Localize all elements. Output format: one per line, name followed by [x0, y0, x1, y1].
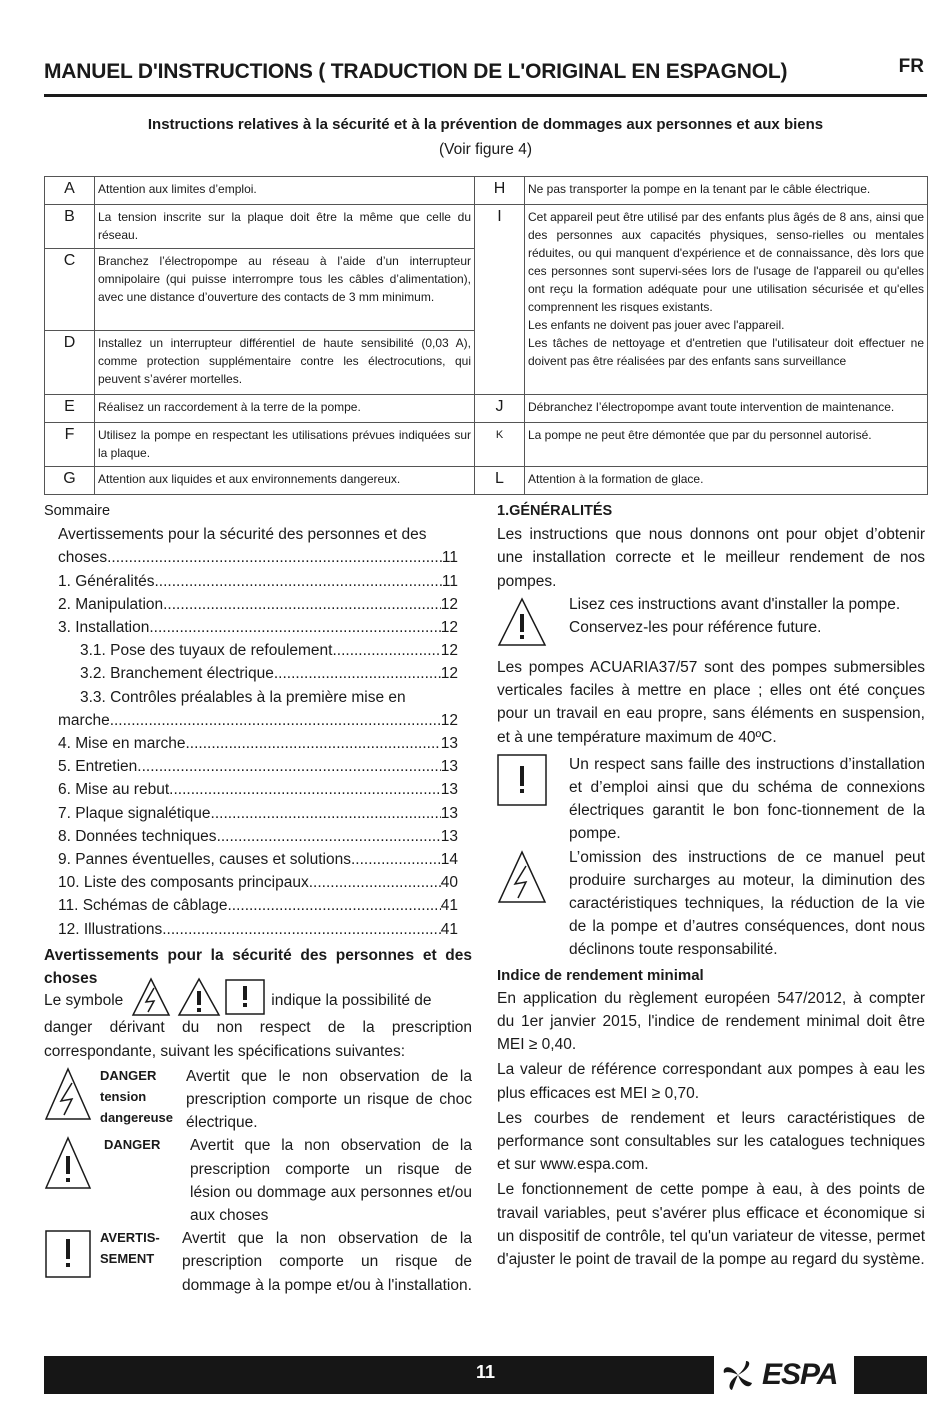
mei-paragraph: Les courbes de rendement et leurs caractéristiques de performance sont consultables sur les catalogues techniques et sur www.espa.com. [497, 1109, 925, 1174]
toc-item [58, 570, 458, 593]
toc-item-label: 1. Généralités [58, 572, 155, 590]
toc-item-page: 41 [440, 897, 458, 915]
row-text: Utilisez la pompe en respectant les utilisations prévues indiquées sur la plaque. [95, 423, 475, 467]
brand-logo [714, 1356, 854, 1394]
fan-icon [720, 1359, 756, 1396]
warning-note [497, 846, 925, 962]
toc-item-page: 13 [440, 758, 458, 776]
toc-first-line: Avertissements pour la sécurité des personnes et des [58, 526, 427, 544]
row-letter: F [45, 423, 95, 467]
toc-item-page: 13 [440, 827, 458, 845]
toc-leader [163, 593, 441, 616]
toc-leader [110, 709, 441, 732]
safety-title: Instructions relatives à la sécurité et à la prévention de dommages aux personnes et aux biens [147, 116, 824, 133]
row-letter: L [475, 467, 525, 495]
toc-leader [169, 778, 441, 801]
warnings-title: Avertissements pour la sécurité des personnes et des choses [44, 947, 472, 988]
warning-label: AVERTIS-SEMENT [100, 1230, 160, 1267]
generalites-title: 1.GÉNÉRALITÉS [497, 503, 613, 519]
toc-item-label: 11. Schémas de câblage [58, 897, 228, 915]
toc-item-label: 10. Liste des composants principaux [58, 874, 309, 892]
toc-leader [137, 755, 440, 778]
toc-title: Sommaire [44, 503, 111, 519]
row-letter: I [475, 205, 525, 395]
warning-note [497, 753, 925, 846]
toc-leader [162, 918, 441, 941]
mei-title: Indice de rendement minimal [497, 966, 704, 984]
toc-leader [107, 546, 442, 569]
toc-leader [351, 848, 441, 871]
generalites-intro: Les instructions que nous donnons ont pour objet d’obtenir une installation correcte et le meilleur rendement de nos pompes. [497, 526, 925, 590]
row-text: Cet appareil peut être utilisé par des enfants plus âgés de 8 ans, ainsi que des personnes aux capacités physiques, senso-rielles ou mentales réduites, ou qui manquent d'expérience et de connaissance, dès lors que ces personnes sont supervi-sées lors de l'usage de l'appareil ou qu'elles ont reçu la formation adéquate pour une utilisation sécurisée et qu'elles comprennent les risques existants. Les enfants ne doivent pas jouer avec l'appareil. Les tâches de nettoyage et d'entretien que l'utilisateur doit effectuer ne doivent pas être réalisées par des enfants sans surveillance [525, 205, 928, 395]
note-text: Conservez-les pour référence future. [569, 619, 822, 637]
toc-item-label: 12. Illustrations [58, 920, 163, 938]
toc-item-label: 4. Mise en marche [58, 735, 186, 753]
electric-triangle-icon [497, 846, 547, 962]
toc-item [58, 894, 458, 917]
exclamation-square-icon [44, 1227, 92, 1297]
note-text: L’omission des instructions de ce manuel peut produire surcharges au moteur, la diminution des caractéristiques techniques, la réduction de la vie de la pompe et d’autres conséquences, dont nous déclinons toute responsabilité. [569, 848, 925, 959]
toc-item-page: 14 [440, 851, 458, 869]
row-letter: B [45, 205, 95, 249]
warning-item [44, 1134, 472, 1227]
table-row [45, 205, 928, 249]
toc-item [58, 616, 458, 639]
warning-text: Avertit que le non observation de la prescription comporte un risque de choc électrique. [186, 1067, 472, 1132]
toc-leader [332, 639, 440, 662]
toc-item-label: marche [58, 711, 110, 729]
toc-leader [211, 802, 441, 825]
toc-item-label: 8. Données techniques [58, 827, 217, 845]
symbol-suffix: indique la possibilité de [271, 991, 432, 1009]
row-letter: E [45, 395, 95, 423]
toc-item-page: 12 [440, 619, 458, 637]
toc-leader [155, 570, 442, 593]
toc-item [58, 662, 458, 685]
toc-leader [217, 825, 441, 848]
toc-leader [309, 871, 441, 894]
exclamation-triangle-icon [44, 1134, 92, 1227]
toc-item-label: 5. Entretien [58, 758, 138, 776]
warning-item [44, 1065, 472, 1135]
symbol-explanation: danger dérivant du non respect de la prescription correspondante, suivant les spécifications suivantes: [44, 1019, 472, 1060]
note-text: Un respect sans faille des instructions d’installation et d’emploi ainsi que du schéma de connexions électriques garantit le bon fonc-tionnement de la pompe. [569, 755, 925, 843]
document-title: MANUEL D'INSTRUCTIONS ( TRADUCTION DE L'ORIGINAL EN ESPAGNOL) [44, 60, 788, 83]
row-letter: D [45, 331, 95, 395]
toc-item-label: 3. Installation [58, 619, 150, 637]
toc-leader [227, 894, 440, 917]
row-text: Débranchez l’électropompe avant toute intervention de maintenance. [525, 395, 928, 423]
warning-label: DANGER [104, 1137, 161, 1153]
toc-item-label: 3.2. Branchement électrique [80, 665, 274, 683]
brand-name: ESPA [762, 1358, 838, 1391]
row-letter: J [475, 395, 525, 423]
page-number: 11 [475, 1362, 496, 1382]
product-description: Les pompes ACUARIA37/57 sont des pompes submersibles verticales faciles à mettre en place ; elles ont été conçues pour un travail en eau propre, sans éléments en suspension, et à une température maximum de 40ºC. [497, 659, 925, 746]
toc-item [58, 825, 458, 848]
generalites-section [497, 500, 925, 1271]
toc-item-page: 13 [440, 735, 458, 753]
toc-item-label: 9. Pannes éventuelles, causes et solutions [58, 851, 351, 869]
mei-paragraph: La valeur de référence correspondant aux pompes à eau les plus efficaces est MEI ≥ 0,70. [497, 1061, 925, 1102]
language-code: FR [898, 56, 924, 77]
symbol-prefix: Le symbole [44, 991, 124, 1009]
row-text: Ne pas transporter la pompe en la tenant par le câble électrique. [525, 177, 928, 205]
toc-item [58, 802, 458, 825]
row-text: Attention à la formation de glace. [525, 467, 928, 495]
toc-leader [274, 662, 441, 685]
toc-item [58, 732, 458, 755]
warning-label: DANGER tension dangereuse [100, 1067, 173, 1125]
table-row [45, 423, 928, 467]
warning-item [44, 1227, 472, 1297]
row-letter: C [45, 249, 95, 331]
toc-item [58, 918, 458, 941]
toc-item-page: 40 [440, 874, 458, 892]
toc-item-label: 3.1. Pose des tuyaux de refoulement [80, 642, 333, 660]
note-text: Lisez ces instructions avant d'installer la pompe. [569, 595, 901, 613]
exclamation-triangle-icon [497, 593, 547, 656]
table-row [45, 177, 928, 205]
toc-item-page: 41 [440, 920, 458, 938]
exclamation-square-icon [497, 753, 547, 846]
row-letter: A [45, 177, 95, 205]
mei-paragraph: En application du règlement européen 547/2012, à compter du 1er janvier 2015, l'indice de rendement minimal doit être MEI ≥ 0,40. [497, 989, 925, 1054]
toc-item-label: 3.3. Contrôles préalables à la première mise en [80, 688, 406, 706]
toc-item [58, 593, 458, 616]
row-letter: K [475, 423, 525, 467]
toc-leader [186, 732, 441, 755]
row-text: Attention aux limites d’emploi. [95, 177, 475, 205]
toc-item-label: 7. Plaque signalétique [58, 804, 211, 822]
toc-item [58, 709, 458, 732]
toc-item-page: 13 [440, 804, 458, 822]
safety-table [44, 176, 928, 495]
toc-item [58, 871, 458, 894]
header-rule [44, 94, 927, 97]
toc-item [58, 848, 458, 871]
table-row [45, 395, 928, 423]
row-text: La pompe ne peut être démontée que par du personnel autorisé. [525, 423, 928, 467]
row-text: Installez un interrupteur différentiel de haute sensibilité (0,03 A), comme protection supplémentaire contre les électrocutions, qui peuvent s’avérer mortelles. [95, 331, 475, 395]
toc-item-label: 2. Manipulation [58, 595, 164, 613]
toc-item [58, 755, 458, 778]
row-text: La tension inscrite sur la plaque doit être la même que celle du réseau. [95, 205, 475, 249]
warnings-section [44, 944, 472, 1297]
toc-item-page: 11 [441, 572, 458, 590]
table-of-contents [44, 500, 458, 941]
toc-leader [149, 616, 440, 639]
table-row [45, 467, 928, 495]
mei-paragraph: Le fonctionnement de cette pompe à eau, à des points de travail variables, peut s'avérer plus efficace et économique si un dispositif de contrôle, tel qu'un variateur de vitesse, permet d'ajuster le point de travail de la pompe au regard du système. [497, 1181, 925, 1269]
safety-subtitle: (Voir figure 4) [438, 141, 533, 158]
toc-item-page: 12 [440, 711, 458, 729]
toc-item [58, 546, 458, 569]
toc-item [58, 686, 458, 709]
toc-item-label: choses [58, 549, 108, 567]
row-text: Attention aux liquides et aux environnements dangereux. [95, 467, 475, 495]
row-letter: G [45, 467, 95, 495]
toc-item [58, 639, 458, 662]
toc-item-label: 6. Mise au rebut [58, 781, 170, 799]
row-letter: H [475, 177, 525, 205]
toc-item-page: 12 [440, 642, 458, 660]
read-note [497, 593, 925, 656]
toc-item-page: 11 [441, 549, 458, 567]
toc-item-page: 12 [440, 665, 458, 683]
electric-triangle-icon [44, 1065, 92, 1135]
toc-item-page: 12 [440, 595, 458, 613]
toc-item [58, 778, 458, 801]
toc-item-page: 13 [440, 781, 458, 799]
warning-text: Avertit que la non observation de la prescription comporte un risque de lésion ou dommage aux personnes et/ou aux choses [190, 1137, 472, 1225]
row-text: Branchez l’électropompe au réseau à l’aide d’un interrupteur omnipolaire (qui puisse interrompre tous les câbles d’alimentation), avec une distance d’ouverture des contacts de 3 mm minimum. [95, 249, 475, 331]
warning-text: Avertit que la non observation de la prescription comporte un risque de dommage à la pompe et/ou à l'installation. [182, 1230, 472, 1294]
row-text: Réalisez un raccordement à la terre de la pompe. [95, 395, 475, 423]
